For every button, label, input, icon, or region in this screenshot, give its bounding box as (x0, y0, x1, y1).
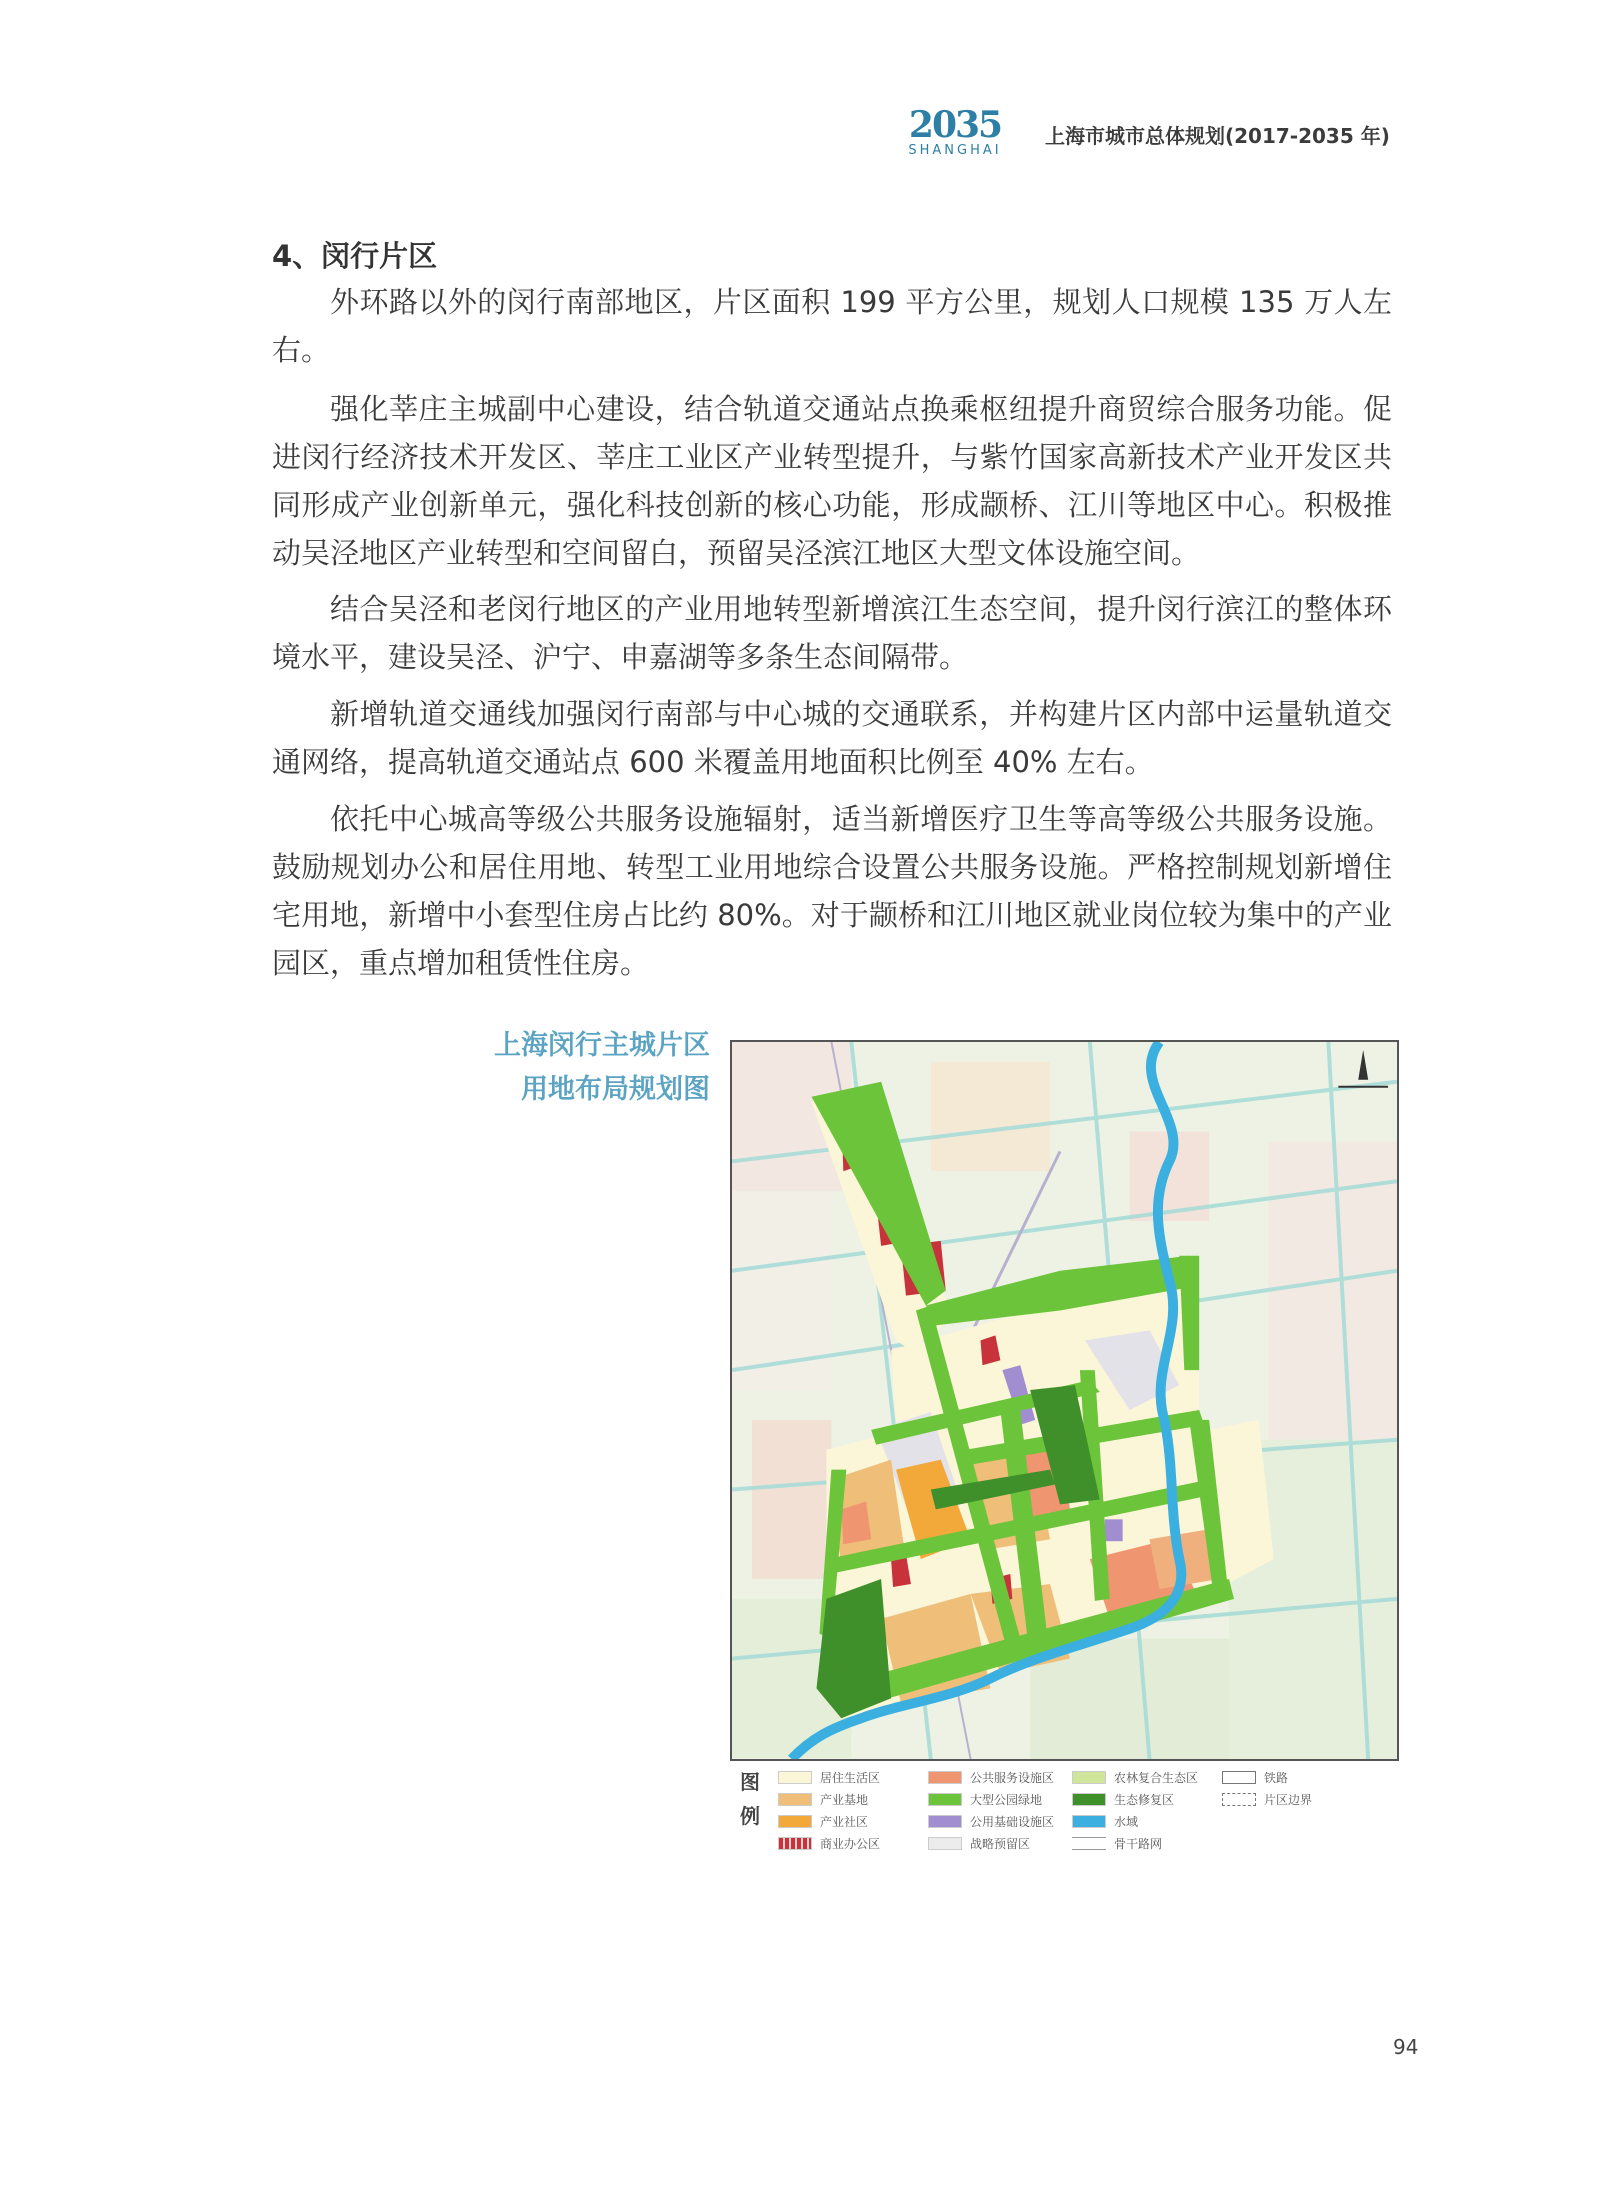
legend-item-public-service: 公共服务设施区 (928, 1768, 1054, 1786)
legend-item-water: 水域 (1072, 1812, 1138, 1830)
legend-item-railway: 铁路 (1222, 1768, 1288, 1786)
paragraph-3: 结合吴泾和老闵行地区的产业用地转型新增滨江生态空间，提升闵行滨江的整体环境水平，建设吴泾、沪宁、申嘉湖等多条生态间隔带。 (272, 592, 1392, 674)
legend-item-utilities: 公用基础设施区 (928, 1812, 1054, 1830)
swatch-industrial-base (778, 1793, 812, 1806)
map-legend (736, 1764, 1416, 1864)
legend-heading-1: 图 (740, 1770, 760, 1794)
swatch-agro-eco (1072, 1771, 1106, 1784)
legend-item-eco-restoration: 生态修复区 (1072, 1790, 1174, 1808)
paragraph-2: 强化莘庄主城副中心建设，结合轨道交通站点换乘枢纽提升商贸综合服务功能。促进闵行经济技术开发区、莘庄工业区产业转型提升，与紫竹国家高新技术产业开发区共同形成产业创新单元，强化科技创新的核心功能，形成颛桥、江川等地区中心。积极推动吴泾地区产业转型和空间留白，预留吴泾滨江地区大型文体设施空间。 (272, 392, 1392, 570)
paragraph-4: 新增轨道交通线加强闵行南部与中心城的交通联系，并构建片区内部中运量轨道交通网络，提高轨道交通站点 600 米覆盖用地面积比例至 40% 左右。 (272, 697, 1392, 779)
swatch-strategic-reserve (928, 1837, 962, 1850)
logo-number: 2035 (908, 104, 1002, 146)
legend-item-residential: 居住生活区 (778, 1768, 880, 1786)
swatch-park (928, 1793, 962, 1806)
document-title: 上海市城市总体规划(2017-2035 年) (1045, 124, 1390, 148)
swatch-district-boundary (1222, 1793, 1256, 1806)
figure-caption (440, 1024, 710, 1112)
swatch-eco-restoration (1072, 1793, 1106, 1806)
legend-item-district-boundary: 片区边界 (1222, 1790, 1312, 1808)
swatch-main-roads (1072, 1837, 1106, 1850)
swatch-water (1072, 1815, 1106, 1828)
paragraph-5: 依托中心城高等级公共服务设施辐射，适当新增医疗卫生等高等级公共服务设施。鼓励规划办公和居住用地、转型工业用地综合设置公共服务设施。严格控制规划新增住宅用地，新增中小套型住房占比约 80%。对于颛桥和江川地区就业岗位较为集中的产业园区，重点增加租赁性住房。 (272, 802, 1392, 980)
legend-item-industrial-base: 产业基地 (778, 1790, 868, 1808)
legend-item-industrial-community: 产业社区 (778, 1812, 868, 1830)
legend-heading-2: 例 (740, 1804, 760, 1828)
map-graphic (732, 1042, 1397, 1759)
swatch-industrial-community (778, 1815, 812, 1828)
page-header (900, 100, 1400, 170)
swatch-commercial (778, 1837, 812, 1850)
shanghai-2035-logo (900, 106, 1010, 158)
legend-item-agro-eco: 农林复合生态区 (1072, 1768, 1198, 1786)
section-title: 4、闵行片区 (272, 239, 438, 273)
swatch-railway (1222, 1771, 1256, 1784)
swatch-utilities (928, 1815, 962, 1828)
logo-subtitle: SHANGHAI (908, 143, 1002, 158)
land-use-map (730, 1040, 1399, 1761)
legend-item-strategic-reserve: 战略预留区 (928, 1834, 1030, 1852)
caption-line-1: 上海闵行主城片区 (494, 1030, 710, 1061)
paragraph-1: 外环路以外的闵行南部地区，片区面积 199 平方公里，规划人口规模 135 万人左右。 (272, 285, 1392, 367)
swatch-residential (778, 1771, 812, 1784)
legend-item-park: 大型公园绿地 (928, 1790, 1042, 1808)
legend-item-commercial: 商业办公区 (778, 1834, 880, 1852)
page-number: 94 (1393, 2035, 1419, 2059)
swatch-public-service (928, 1771, 962, 1784)
legend-item-main-roads: 骨干路网 (1072, 1834, 1162, 1852)
caption-line-2: 用地布局规划图 (521, 1074, 710, 1105)
